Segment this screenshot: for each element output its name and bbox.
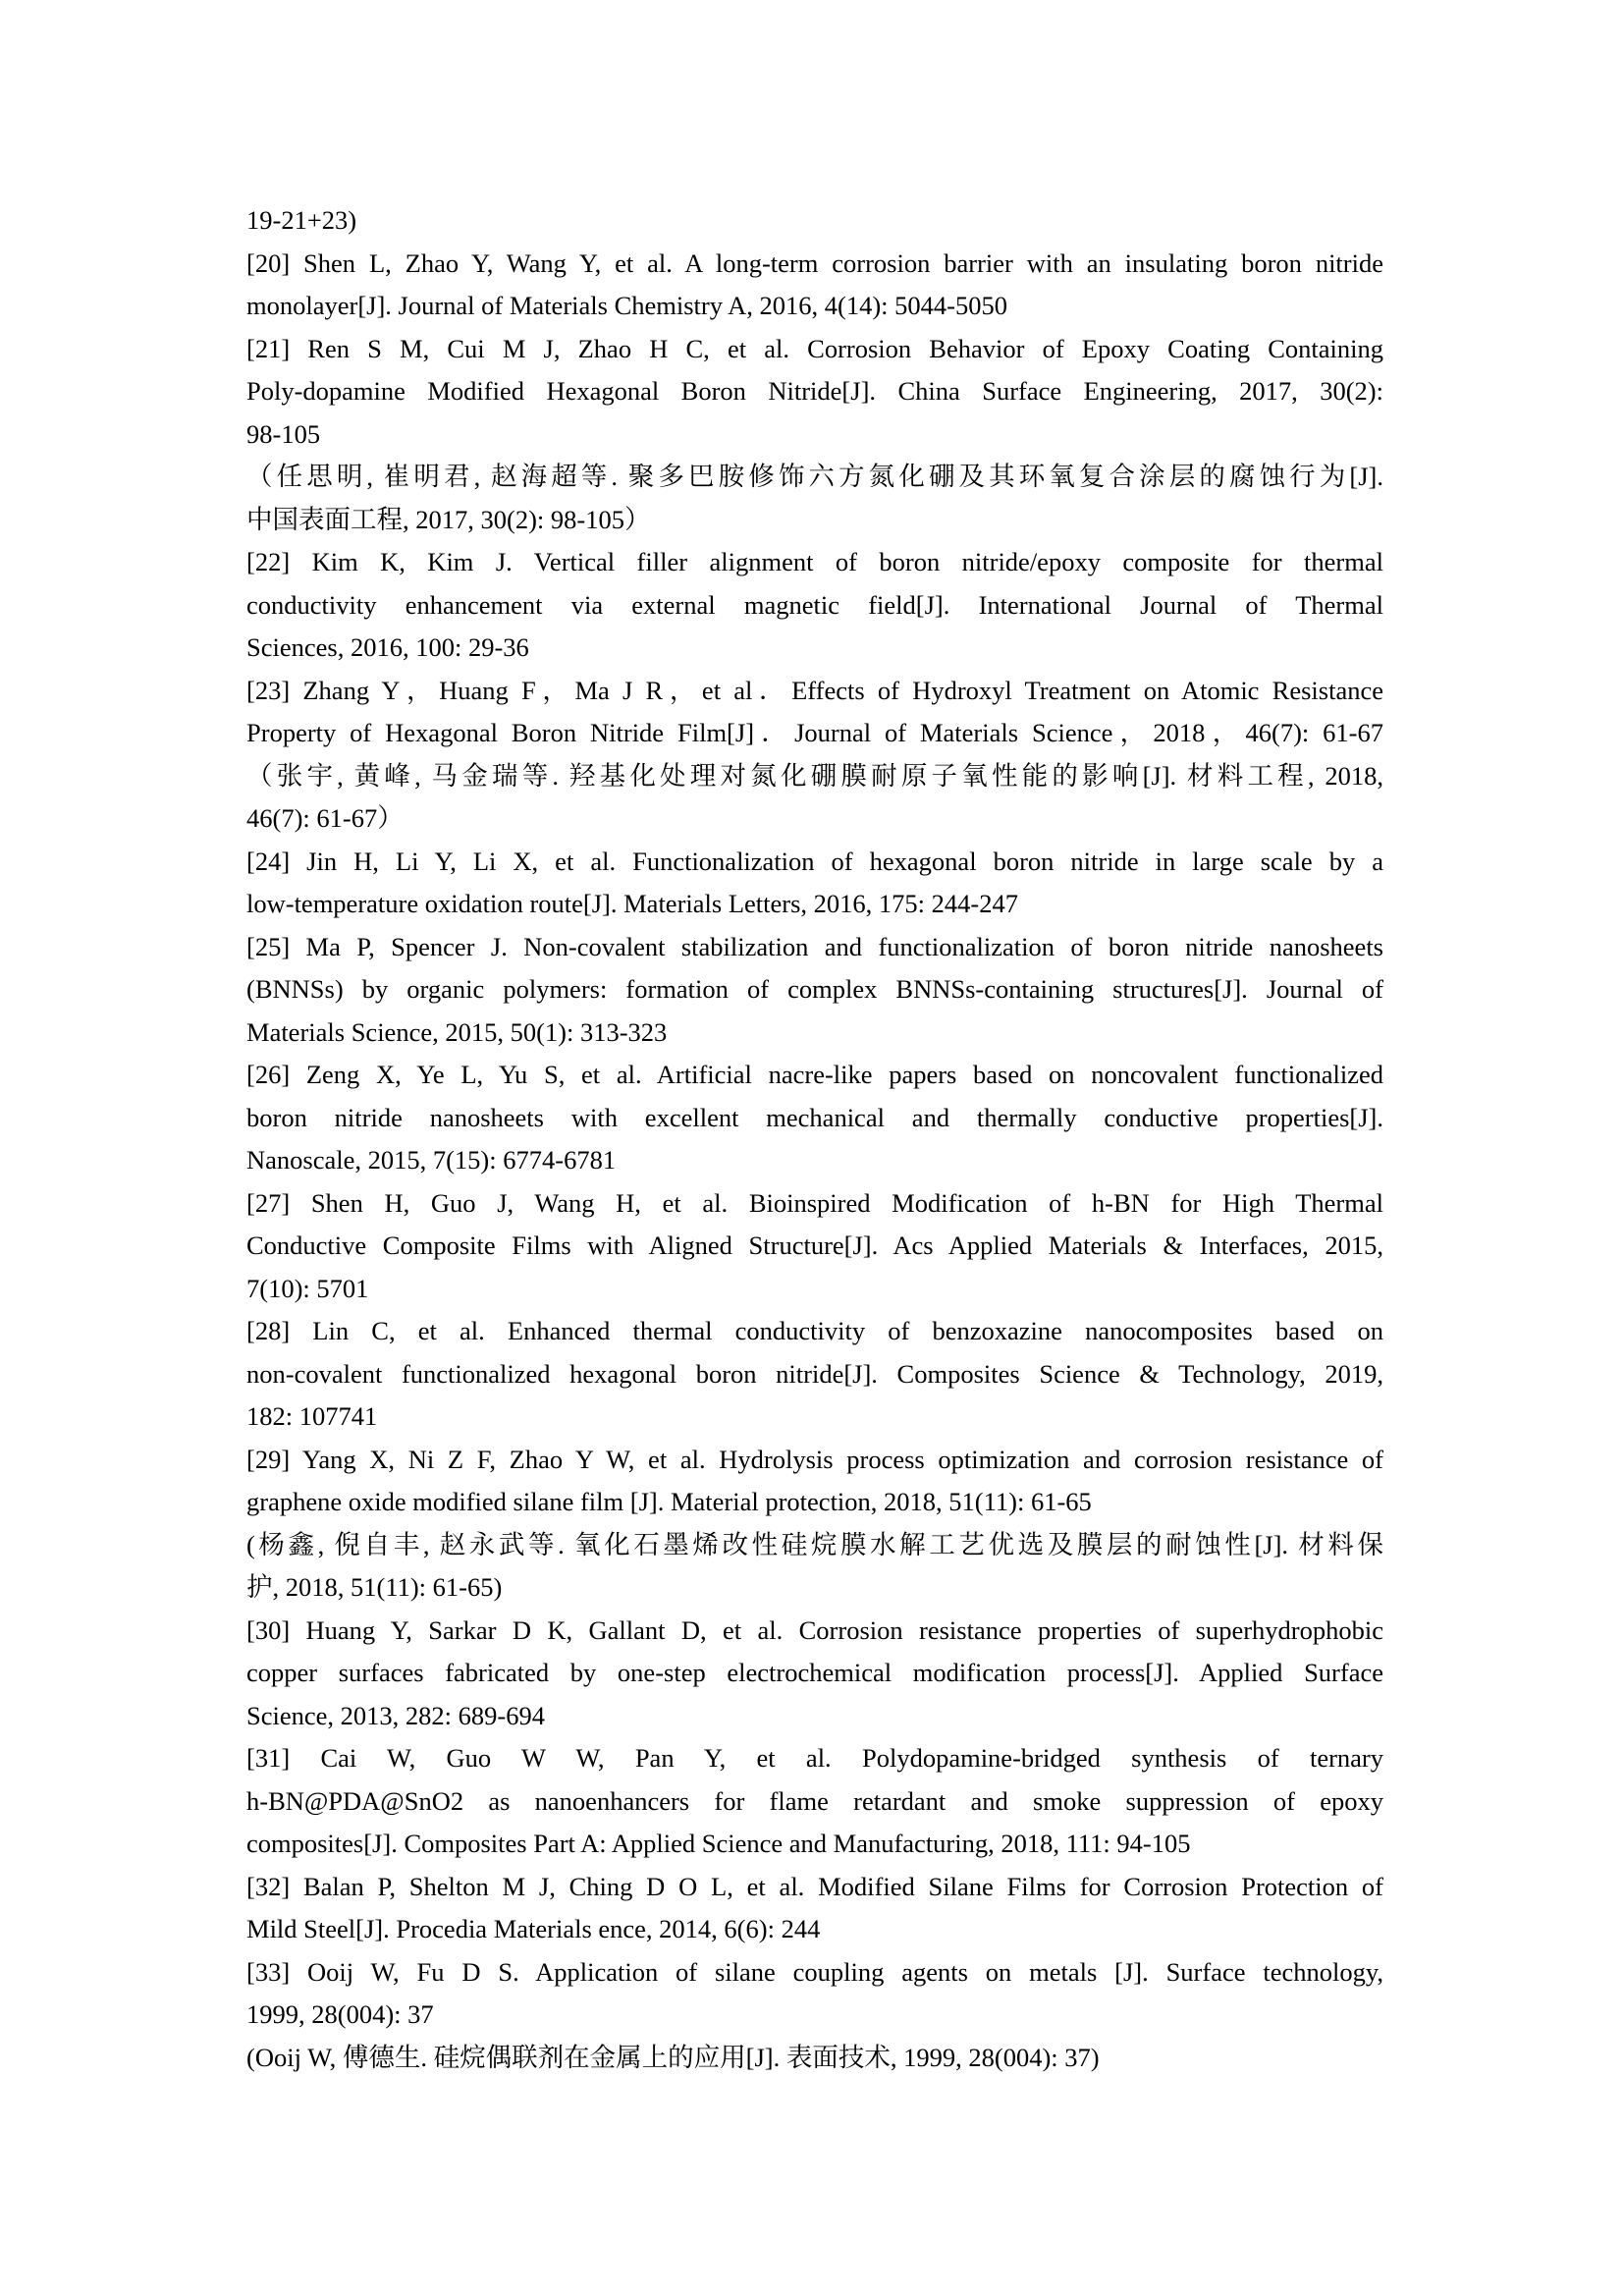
reference-entry-31 (246, 1737, 1383, 1866)
reference-line: [20] Shen L, Zhao Y, Wang Y, et al. A long-term corrosion barrier with an insulating boron nitride (246, 247, 1383, 278)
reference-line: [25] Ma P, Spencer J. Non-covalent stabilization and functionalization of boron nitride nanosheets (246, 931, 1383, 961)
reference-line: [32] Balan P, Shelton M J, Ching D O L, et al. Modified Silane Films for Corrosion Protection of (246, 1871, 1383, 1901)
reference-line: [28] Lin C, et al. Enhanced thermal conductivity of benzoxazine nanocomposites based on (246, 1316, 1383, 1345)
reference-line: [30] Huang Y, Sarkar D K, Gallant D, et al. Corrosion resistance properties of superhydrophobic (246, 1614, 1383, 1645)
reference-line: boron nitride nanosheets with excellent mechanical and thermally conductive properties[J]. (246, 1102, 1383, 1132)
reference-line: 中国表面工程, 2017, 30(2): 98-105） (246, 504, 651, 534)
reference-line: (BNNSs) by organic polymers: formation of complex BNNSs-containing structures[J]. Journal of (246, 974, 1383, 1004)
reference-entry-32 (246, 1866, 1383, 1951)
reference-line: conductivity enhancement via external magnetic field[J]. International Journal of Thermal (246, 589, 1383, 620)
reference-line: low-temperature oxidation route[J]. Materials Letters, 2016, 175: 244-247 (246, 889, 1018, 918)
reference-line: Sciences, 2016, 100: 29-36 (246, 632, 529, 662)
reference-entry-26 (246, 1054, 1383, 1182)
reference-line: [21] Ren S M, Cui M J, Zhao H C, et al. Corrosion Behavior of Epoxy Coating Containing (246, 333, 1383, 363)
reference-line: [23] Zhang Y，Huang F，Ma J R，et al．Effects of Hydroxyl Treatment on Atomic Resistance (246, 675, 1383, 705)
reference-entry-23 (246, 670, 1383, 841)
reference-list (246, 243, 1383, 2080)
reference-line: Mild Steel[J]. Procedia Materials ence, 2014, 6(6): 244 (246, 1914, 821, 1943)
reference-line: Science, 2013, 282: 689-694 (246, 1700, 545, 1730)
reference-entry-29 (246, 1439, 1383, 1610)
reference-line: Conductive Composite Films with Aligned Structure[J]. Acs Applied Materials & Interfaces, 2015, (246, 1230, 1383, 1260)
reference-line: 98-105 (246, 418, 321, 449)
reference-entry-21 (246, 328, 1383, 542)
reference-line: Poly-dopamine Modified Hexagonal Boron Nitride[J]. China Surface Engineering, 2017, 30(2): (246, 376, 1383, 406)
reference-line: (杨鑫, 倪自丰, 赵永武等. 氧化石墨烯改性硅烷膜水解工艺优选及膜层的耐蚀性[J]. 材料保 (246, 1529, 1383, 1559)
reference-line: [31] Cai W, Guo W W, Pan Y, et al. Polydopamine-bridged synthesis of ternary (246, 1743, 1383, 1773)
reference-line: 182: 107741 (246, 1401, 378, 1431)
reference-line: [33] Ooij W, Fu D S. Application of silane coupling agents on metals [J]. Surface technology, (246, 1956, 1383, 1987)
continued-reference-tail (246, 199, 1383, 243)
reference-entry-27 (246, 1182, 1383, 1311)
reference-line: monolayer[J]. Journal of Materials Chemistry A, 2016, 4(14): 5044-5050 (246, 291, 1007, 320)
reference-line: 19-21+23) (246, 205, 357, 235)
reference-line: （张宇, 黄峰, 马金瑞等. 羟基化处理对氮化硼膜耐原子氧性能的影响[J]. 材料工程, 2018, (246, 760, 1383, 791)
reference-line: (Ooij W, 傅德生. 硅烷偶联剂在金属上的应用[J]. 表面技术, 1999, 28(004): 37) (246, 2042, 1100, 2072)
reference-entry-24 (246, 841, 1383, 926)
reference-line: [22] Kim K, Kim J. Vertical filler alignment of boron nitride/epoxy composite for thermal (246, 547, 1383, 576)
reference-entry-28 (246, 1310, 1383, 1439)
reference-line: graphene oxide modified silane film [J]. Material protection, 2018, 51(11): 61-65 (246, 1487, 1092, 1516)
reference-entry-20 (246, 243, 1383, 328)
reference-line: composites[J]. Composites Part A: Applied Science and Manufacturing, 2018, 111: 94-105 (246, 1829, 1191, 1858)
reference-line: 1999, 28(004): 37 (246, 1999, 434, 2029)
reference-line: [29] Yang X, Ni Z F, Zhao Y W, et al. Hydrolysis process optimization and corrosion resistance of (246, 1444, 1383, 1474)
reference-entry-25 (246, 926, 1383, 1055)
reference-entry-22 (246, 541, 1383, 670)
reference-line: Nanoscale, 2015, 7(15): 6774-6781 (246, 1145, 617, 1175)
reference-line: Materials Science, 2015, 50(1): 313-323 (246, 1016, 668, 1047)
reference-line: non-covalent functionalized hexagonal boron nitride[J]. Composites Science & Technology, 2019, (246, 1358, 1383, 1389)
reference-line: 46(7): 61-67） (246, 803, 404, 833)
reference-line: Property of Hexagonal Boron Nitride Film[J]．Journal of Materials Science，2018，46(7): 61-67 (246, 718, 1383, 747)
reference-line: 7(10): 5701 (246, 1273, 369, 1303)
reference-entry-30 (246, 1610, 1383, 1738)
reference-line: h-BN@PDA@SnO2 as nanoenhancers for flame retardant and smoke suppression of epoxy (246, 1785, 1383, 1816)
reference-entry-33 (246, 1951, 1383, 2080)
reference-line: copper surfaces fabricated by one-step electrochemical modification process[J]. Applied Surface (246, 1658, 1383, 1687)
reference-line: [24] Jin H, Li Y, Li X, et al. Functionalization of hexagonal boron nitride in large scale by a (246, 846, 1383, 876)
reference-line: [27] Shen H, Guo J, Wang H, et al. Bioinspired Modification of h-BN for High Thermal (246, 1187, 1383, 1218)
reference-line: 护, 2018, 51(11): 61-65) (246, 1572, 503, 1602)
reference-line: [26] Zeng X, Ye L, Yu S, et al. Artificial nacre-like papers based on noncovalent functionalized (246, 1060, 1383, 1089)
reference-list-page (246, 199, 1383, 2079)
reference-line: （任思明, 崔明君, 赵海超等. 聚多巴胺修饰六方氮化硼及其环氧复合涂层的腐蚀行为[J]. (246, 462, 1383, 491)
